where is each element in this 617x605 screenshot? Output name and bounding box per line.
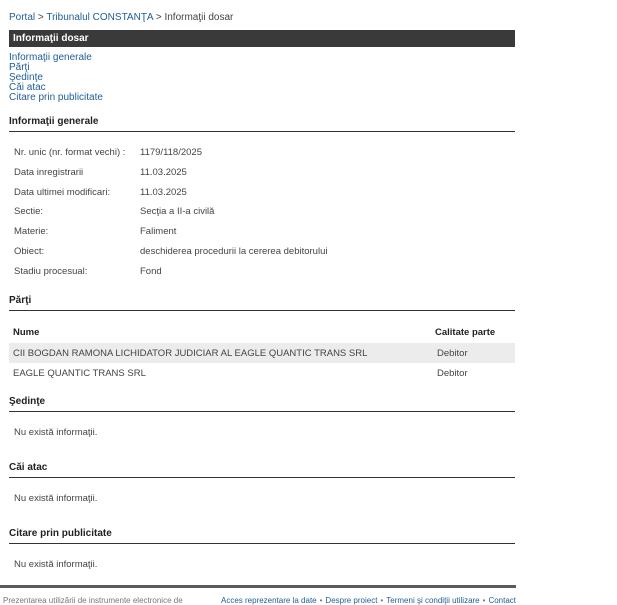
parti-table-header bbox=[9, 321, 515, 341]
party-name: EAGLE QUANTIC TRANS SRL bbox=[13, 368, 146, 379]
info-row bbox=[14, 262, 494, 282]
info-label: Stadiu procesual: bbox=[14, 265, 88, 277]
column-header-role: Calitate parte bbox=[435, 327, 496, 338]
footer-links bbox=[221, 596, 516, 605]
info-value: Secţia a II-a civilă bbox=[140, 206, 215, 218]
breadcrumb-current: Informaţii dosar bbox=[164, 12, 234, 23]
general-info-list bbox=[14, 143, 494, 282]
footer-link-acces[interactable]: Acces reprezentare la date bbox=[221, 596, 317, 605]
footer-bullet: • bbox=[319, 596, 323, 605]
anchor-link-citare[interactable]: Citare prin publicitate bbox=[9, 92, 103, 103]
footer-link-termeni[interactable]: Termeni şi condiţii utilizare bbox=[386, 596, 480, 605]
column-header-name: Nume bbox=[13, 327, 40, 338]
info-row bbox=[14, 222, 494, 242]
info-value: 11.03.2025 bbox=[140, 166, 187, 178]
section-heading-cai-atac: Căi atac bbox=[9, 462, 515, 478]
info-label: Nr. unic (nr. format vechi) : bbox=[14, 147, 126, 158]
anchor-link-informatii-generale[interactable]: Informaţii generale bbox=[9, 52, 92, 63]
section-heading-general: Informaţii generale bbox=[9, 116, 515, 132]
table-row bbox=[9, 363, 515, 383]
footer-link-despre[interactable]: Despre proiect bbox=[325, 596, 378, 605]
breadcrumb-court-link[interactable]: Tribunalul CONSTANŢA bbox=[46, 12, 154, 23]
info-row bbox=[14, 242, 494, 262]
section-heading-parti: Părţi bbox=[9, 295, 515, 311]
anchor-link-cai-atac[interactable]: Căi atac bbox=[9, 82, 46, 93]
footer-link-contact[interactable]: Contact bbox=[488, 596, 517, 605]
footer-divider bbox=[0, 585, 516, 588]
breadcrumb-portal-link[interactable]: Portal bbox=[9, 12, 36, 23]
info-label: Materie: bbox=[14, 226, 49, 238]
info-row bbox=[14, 143, 494, 163]
page-title-bar: Informaţii dosar bbox=[9, 30, 515, 47]
info-row bbox=[14, 183, 494, 203]
anchor-link-parti[interactable]: Părţi bbox=[9, 62, 30, 73]
citare-empty-message: Nu există informaţii. bbox=[14, 559, 98, 570]
info-value: 1179/118/2025 bbox=[140, 147, 202, 158]
party-role: Debitor bbox=[437, 348, 468, 359]
anchor-link-sedinte[interactable]: Şedinţe bbox=[9, 72, 43, 83]
breadcrumb bbox=[9, 12, 233, 23]
info-value: deschiderea procedurii la cererea debitorului bbox=[140, 245, 328, 257]
info-label: Sectie: bbox=[14, 206, 44, 218]
breadcrumb-separator: > bbox=[155, 12, 162, 23]
party-role: Debitor bbox=[437, 368, 468, 379]
info-label: Obiect: bbox=[14, 245, 45, 257]
footer-bullet: • bbox=[380, 596, 384, 605]
section-anchor-links bbox=[9, 53, 103, 103]
info-row bbox=[14, 163, 494, 183]
info-value: Faliment bbox=[140, 226, 177, 238]
cai-atac-empty-message: Nu există informaţii. bbox=[14, 493, 98, 504]
table-row bbox=[9, 343, 515, 363]
footer-bullet: • bbox=[482, 596, 486, 605]
info-row bbox=[14, 202, 494, 222]
info-value: Fond bbox=[140, 265, 162, 277]
party-name: CII BOGDAN RAMONA LICHIDATOR JUDICIAR AL EAGLE QUANTIC TRANS SRL bbox=[13, 348, 368, 359]
footer-text: Prezentarea utilizării de instrumente electronice de bbox=[3, 596, 183, 605]
section-heading-citare: Citare prin publicitate bbox=[9, 528, 515, 544]
section-heading-sedinte: Şedinţe bbox=[9, 396, 515, 412]
breadcrumb-separator: > bbox=[37, 12, 44, 23]
info-label: Data inregistrarii bbox=[14, 166, 84, 178]
info-label: Data ultimei modificari: bbox=[14, 186, 111, 198]
info-value: 11.03.2025 bbox=[140, 186, 187, 198]
sedinte-empty-message: Nu există informaţii. bbox=[14, 427, 98, 438]
